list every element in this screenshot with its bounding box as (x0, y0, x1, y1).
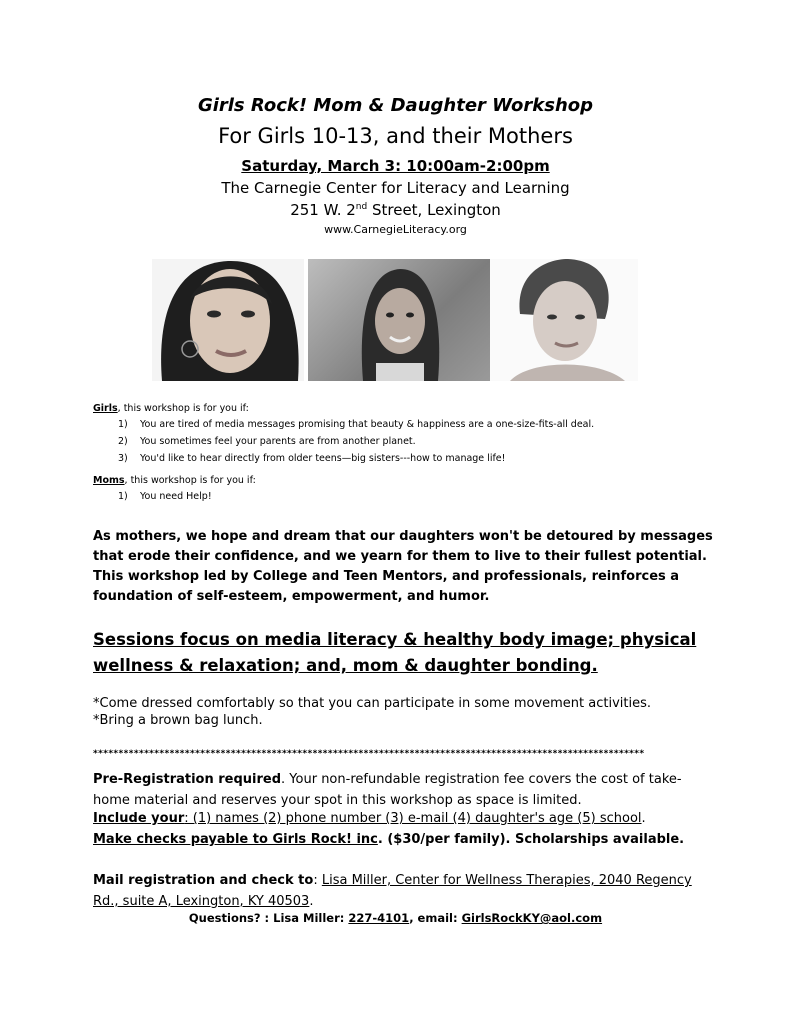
moms-intro: Moms, this workshop is for you if: (93, 475, 256, 486)
venue-name: The Carnegie Center for Literacy and Learning (221, 179, 570, 197)
photo-woman-left (152, 259, 304, 381)
email-link[interactable]: GirlsRockKY@aol.com (461, 911, 603, 925)
event-date: Saturday, March 3: 10:00am-2:00pm (241, 157, 550, 175)
mail-address: Lisa Miller, Center for Wellness Therapies, 2040 Regency Rd., suite A, Lexington, KY 40503 (93, 873, 692, 909)
note-lunch: *Bring a brown bag lunch. (93, 713, 263, 728)
girls-intro: Girls, this workshop is for you if: (93, 403, 249, 414)
audience-subtitle: For Girls 10-13, and their Mothers (218, 124, 573, 148)
mission-paragraph: As mothers, we hope and dream that our daughters won't be detoured by messages that erode their confidence, and we yearn for them to live to their fullest potential. This workshop led by College and Teen Mentors, and professionals, reinforces a foundation of self-esteem, empowerment, and humor. (93, 529, 713, 604)
list-item: 3) You'd like to hear directly from older teens—big sisters---how to manage life! (118, 453, 506, 464)
website-link[interactable]: www.CarnegieLiteracy.org (324, 223, 467, 236)
divider: ************************************************************************************************************ (93, 749, 645, 759)
include-info: Include your: (1) names (2) phone number (3) e-mail (4) daughter's age (5) school. (93, 811, 646, 826)
registration-info: Pre-Registration required. Your non-refundable registration fee covers the cost of take-home material and reserves your spot in this workshop as space is limited. (93, 772, 682, 808)
phone-link[interactable]: 227-4101 (348, 911, 410, 925)
venue-address: 251 W. 2nd Street, Lexington (290, 201, 501, 219)
photo-woman-right (490, 259, 638, 381)
workshop-title: Girls Rock! Mom & Daughter Workshop (197, 95, 594, 116)
photo-girl-center (308, 259, 491, 381)
mail-info: Mail registration and check to: Lisa Miller, Center for Wellness Therapies, 2040 Regency Rd., suite A, Lexington, KY 40503. (93, 873, 692, 909)
list-item: 2) You sometimes feel your parents are from another planet. (118, 436, 416, 447)
sessions-heading: Sessions focus on media literacy & healthy body image; physical wellness & relaxation; and, mom & daughter bonding. (93, 630, 697, 675)
list-item: 1) You are tired of media messages promising that beauty & happiness are a one-size-fits-all deal. (118, 419, 595, 430)
note-dress: *Come dressed comfortably so that you can participate in some movement activities. (93, 696, 652, 711)
questions-contact: Questions? : Lisa Miller: 227-4101, email: GirlsRockKY@aol.com (188, 911, 603, 925)
checks-info: Make checks payable to Girls Rock! inc. ($30/per family). Scholarships available. (93, 832, 685, 847)
list-item: 1) You need Help! (118, 491, 212, 502)
